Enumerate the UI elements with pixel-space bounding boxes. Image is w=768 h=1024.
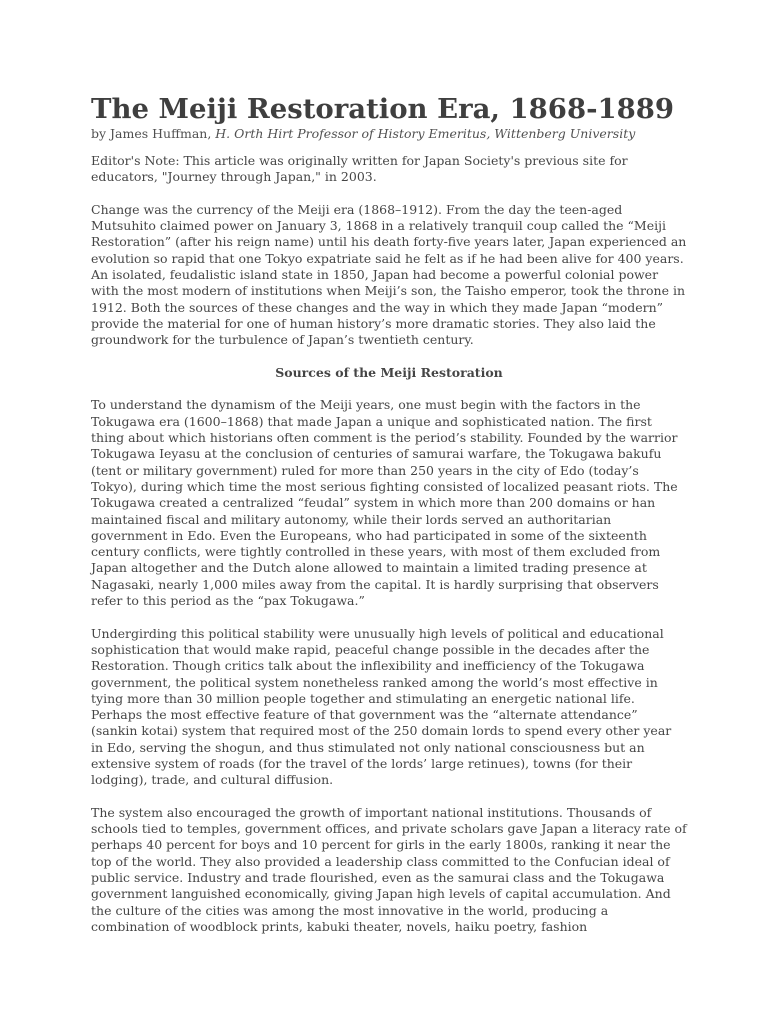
- intro-paragraph: Change was the currency of the Meiji era (1868–1912). From the day the teen-aged Mutsuhito claimed power on January 3, 1868 in a relatively tranquil coup called the “Meiji Restoration” (after his reign name) until his death forty-five years later, Japan experienced an evolution so rapid that one Tokyo expatriate said he felt as if he had been alive for 400 years. An isolated, feudalistic island state in 1850, Japan had become a powerful colonial power with the most modern of institutions when Meiji’s son, the Taisho emperor, took the throne in 1912. Both the sources of these changes and the way in which they made Japan “modern” provide the material for one of human history’s more dramatic stories. They also laid the groundwork for the turbulence of Japan’s twentieth century.: [91, 201, 687, 348]
- article: [91, 92, 687, 935]
- body-paragraph: Undergirding this political stability were unusually high levels of political and educational sophistication that would make rapid, peaceful change possible in the decades after the Restoration. Though critics talk about the inflexibility and inefficiency of the Tokugawa government, the political system nonetheless ranked among the world’s most effective in tying more than 30 million people together and stimulating an energetic national life. Perhaps the most effective feature of that government was the “alternate attendance” (sankin kotai) system that required most of the 250 domain lords to spend every other year in Edo, serving the shogun, and thus stimulated not only national consciousness but an extensive system of roads (for the travel of the lords’ large retinues), towns (for their lodging), trade, and cultural diffusion.: [91, 625, 672, 788]
- section-heading: Sources of the Meiji Restoration: [275, 364, 503, 380]
- byline-author: by James Huffman,: [91, 126, 216, 141]
- body-paragraph: The system also encouraged the growth of important national institutions. Thousands of schools tied to temples, government offices, and private scholars gave Japan a literacy rate of perhaps 40 percent for boys and 10 percent for girls in the early 1800s, ranking it near the top of the world. They also provided a leadership class committed to the Confucian ideal of public service. Industry and trade flourished, even as the samurai class and the Tokugawa government languished economically, giving Japan high levels of capital accumulation. And the culture of the cities was among the most innovative in the world, producing a combination of woodblock prints, kabuki theater, novels, haiku poetry, fashion: [91, 804, 687, 934]
- byline: [91, 126, 687, 142]
- editor-note: Editor's Note: This article was originally written for Japan Society's previous site for educators, "Journey through Japan," in 2003.: [91, 153, 628, 185]
- article-title: The Meiji Restoration Era, 1868-1889: [91, 93, 675, 125]
- byline-affiliation: H. Orth Hirt Professor of History Emeritus, Wittenberg University: [215, 126, 636, 141]
- body-paragraph: To understand the dynamism of the Meiji years, one must begin with the factors in the Tokugawa era (1600–1868) that made Japan a unique and sophisticated nation. The first thing about which historians often comment is the period’s stability. Founded by the warrior Tokugawa Ieyasu at the conclusion of centuries of samurai warfare, the Tokugawa bakufu (tent or military government) ruled for more than 250 years in the city of Edo (today’s Tokyo), during which time the most serious fighting consisted of localized peasant riots. The Tokugawa created a centralized “feudal” system in which more than 200 domains or han maintained fiscal and military autonomy, while their lords served an authoritarian government in Edo. Even the Europeans, who had participated in some of the sixteenth century conflicts, were tightly controlled in these years, with most of them excluded from Japan altogether and the Dutch alone allowed to maintain a limited trading presence at Nagasaki, nearly 1,000 miles away from the capital. It is hardly surprising that observers refer to this period as the “pax Tokugawa.”: [91, 397, 678, 609]
